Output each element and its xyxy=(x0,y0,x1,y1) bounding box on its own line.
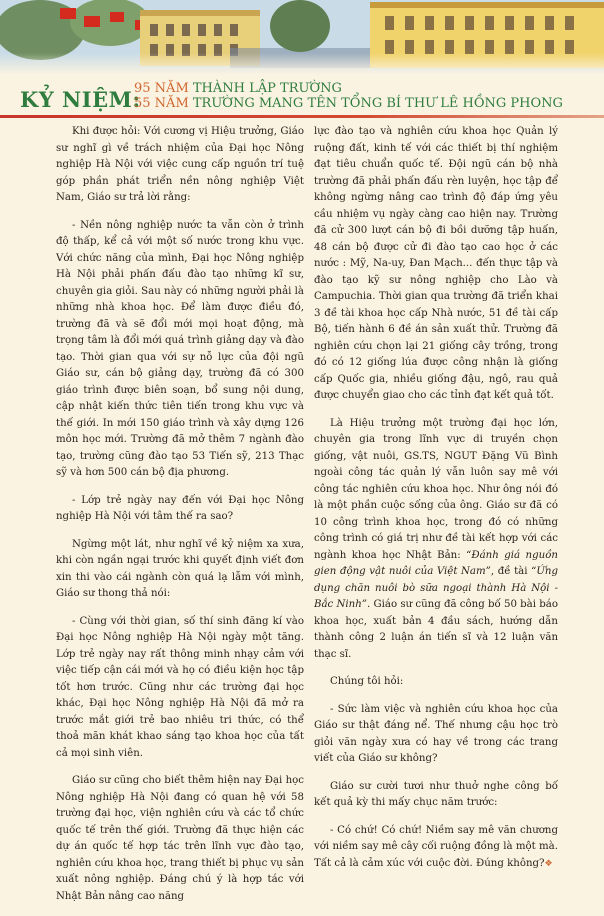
paragraph: Chúng tôi hỏi: xyxy=(330,676,404,687)
paragraph xyxy=(314,416,558,664)
article-column-right xyxy=(314,124,558,883)
paragraph: - Nền nông nghiệp nước ta vẫn còn ở trình độ thấp, kể cả với một số nước trong khu vực. Với chức năng của mình, Đại học Nông nghiệp Hà Nội phải phấn đấu đào tạo những kĩ sư, chuyên gia giỏi. Sau này có những người phải là những nhà khoa học. Để làm được điều đó, trường đã và sẽ đổi mới mọi hoạt động, mà trọng tâm là đổi mới quá trình giảng dạy và đào tạo. Thời gian qua với sự nỗ lực của đội ngũ Giáo sư, cán bộ giảng dạy, trường đã có 300 giáo trình được biên soạn, bổ sung nội dung, cập nhật kiến thức tiên tiến trong khu vực và thế giới. In mới 150 giáo trình và xây dựng 126 môn học mới. Trường đã mở thêm 7 ngành đào tạo, trường cũng đào tạo 53 Tiến sỹ, 213 Thạc sỹ và hơn 500 cán bộ địa phương. xyxy=(56,219,304,478)
paragraph: Khi được hỏi: Với cương vị Hiệu trưởng, Giáo sư nghĩ gì về trách nhiệm của Đại học Nông nghiệp Hà Nội với việc cung cấp nguồn trí tuệ góp phần phát triển nền nông nghiệp Việt Nam, Giáo sư trả lời rằng: xyxy=(56,126,304,203)
paragraph: Giáo sư cười tươi như thuở nghe công bố kết quả kỳ thi mấy chục năm trước: xyxy=(314,780,558,808)
paragraph: lực đào tạo và nghiên cứu khoa học Quản lý ruộng đất, kinh tế với các thiết bị thí nghiệm đạt tiêu chuẩn quốc tế. Đội ngũ cán bộ nhà trường đã phải phấn đấu rèn luyện, học tập để không ngừng nâng cao trình độ đáp ứng yêu cầu nhiệm vụ ngày càng cao hiện nay. Trường đã cử 300 lượt cán bộ đi bồi dưỡng tập huấn, 48 cán bộ được cử đi đào tạo cao học ở các nước : Mỹ, Na-uy, Đan Mạch... đến thực tập và đào tạo kỹ sư nông nghiệp cho Lào và Campuchia. Thời gian qua trường đã triển khai 3 đề tài khoa học cấp Nhà nước, 51 đề tài cấp Bộ, tiến hành 6 đề án sản xuất thử. Trường đã nghiên cứu chọn lại 21 giống cây trồng, trong đó có 12 giống lúa được công nhận là giống cấp Quốc gia, nhiều giống đậu, ngô, rau quả được chuyển giao cho các tỉnh đạt kết quả tốt. xyxy=(314,126,558,401)
article-body xyxy=(0,124,604,902)
header-banner xyxy=(0,0,604,75)
section-subtitle xyxy=(134,81,563,111)
banner-fade xyxy=(0,53,604,75)
paragraph: - Lớp trẻ ngày nay đến với Đại học Nông nghiệp Hà Nội với tâm thế ra sao? xyxy=(56,494,304,522)
subtitle-2-number: 55 NĂM xyxy=(134,96,189,111)
paragraph: - Sức làm việc và nghiên cứu khoa học của Giáo sư thật đáng nể. Thế nhưng cậu học trò giỏi văn ngày xưa có hay về trong các trang viết của Giáo sư không? xyxy=(314,703,558,764)
text-run: , đề tài xyxy=(490,566,532,577)
section-label: KỶ NIỆM: xyxy=(20,87,141,112)
paragraph: Ngừng một lát, như nghĩ về kỷ niệm xa xưa, khi còn ngần ngại trước khi quyết định viết đơn xin thi vào cái ngành còn quá lạ lẫm với mình, Giáo sư thong thả nói: xyxy=(56,538,304,599)
article-column-left xyxy=(56,124,304,916)
subtitle-line-1 xyxy=(134,81,563,96)
project-title-1: “Đánh giá nguồn gien động vật nuôi của Việt Nam” xyxy=(314,549,558,577)
end-mark-icon: ❖ xyxy=(544,858,553,869)
text-run: . Giáo sư cũng đã công bố 50 bài báo khoa học, xuất bản 4 đầu sách, hướng dẫn thành công 2 luận án tiến sĩ và 12 luận văn thạc sĩ. xyxy=(314,599,558,660)
subtitle-2-text: TRƯỜNG MANG TÊN TỔNG BÍ THƯ LÊ HỒNG PHONG xyxy=(192,96,563,111)
subtitle-1-number: 95 NĂM xyxy=(134,81,189,96)
paragraph: - Cùng với thời gian, số thí sinh đăng kí vào Đại học Nông nghiệp Hà Nội ngày một tăng. Lớp trẻ ngày nay rất thông minh nhạy cảm với việc tiếp cận cái mới và họ có điều kiện học tập tốt hơn trước. Cũng như các trường đại học khác, Đại học Nông nghiệp Hà Nội đã mở ra trước mắt giới trẻ bao nhiêu tri thức, có thể thoả mãn khát khao sáng tạo khoa học của tất cả mọi sinh viên. xyxy=(56,615,304,759)
project-title-2: “Ứng dụng chăn nuôi bò sữa ngoại thành Hà Nội - Bắc Ninh” xyxy=(314,566,559,610)
text-run: Là Hiệu trưởng một trường đại học lớn, chuyên gia trong lĩnh vực di truyền chọn giống, vật nuôi, GS.TS, NGUT Đặng Vũ Bình ngoài công tác quản lý vẫn luôn say mê với công tác nghiên cứu khoa học. Như ông nói đó là một phần cuộc sống của ông. Giáo sư đã có 10 công trình khoa học, trong đó có những công trình có giá trị như đề tài kết hợp với các ngành khoa học Nhật Bản: xyxy=(314,417,558,561)
subtitle-line-2 xyxy=(134,96,563,111)
text-run: - Có chứ! Có chứ! Niềm say mê văn chương với niềm say mê cây cối ruộng đồng là một mà. Tất cả là cảm xúc với cuộc đời. Đúng không? xyxy=(314,824,558,869)
subtitle-1-text: THÀNH LẬP TRƯỜNG xyxy=(192,81,342,96)
header-divider xyxy=(0,115,604,118)
paragraph: Giáo sư cũng cho biết thêm hiện nay Đại học Nông nghiệp Hà Nội đang có quan hệ với 58 trường đại học, viện nghiên cứu và các tổ chức quốc tế trên thế giới. Trường đã thực hiện các dự án quốc tế hợp tác trên lĩnh vực đào tạo, nghiên cứu khoa học, trang thiết bị phục vụ sản xuất nông nghiệp. Đáng chú ý là hợp tác với Nhật Bản nâng cao năng xyxy=(56,775,304,902)
paragraph xyxy=(314,823,558,873)
